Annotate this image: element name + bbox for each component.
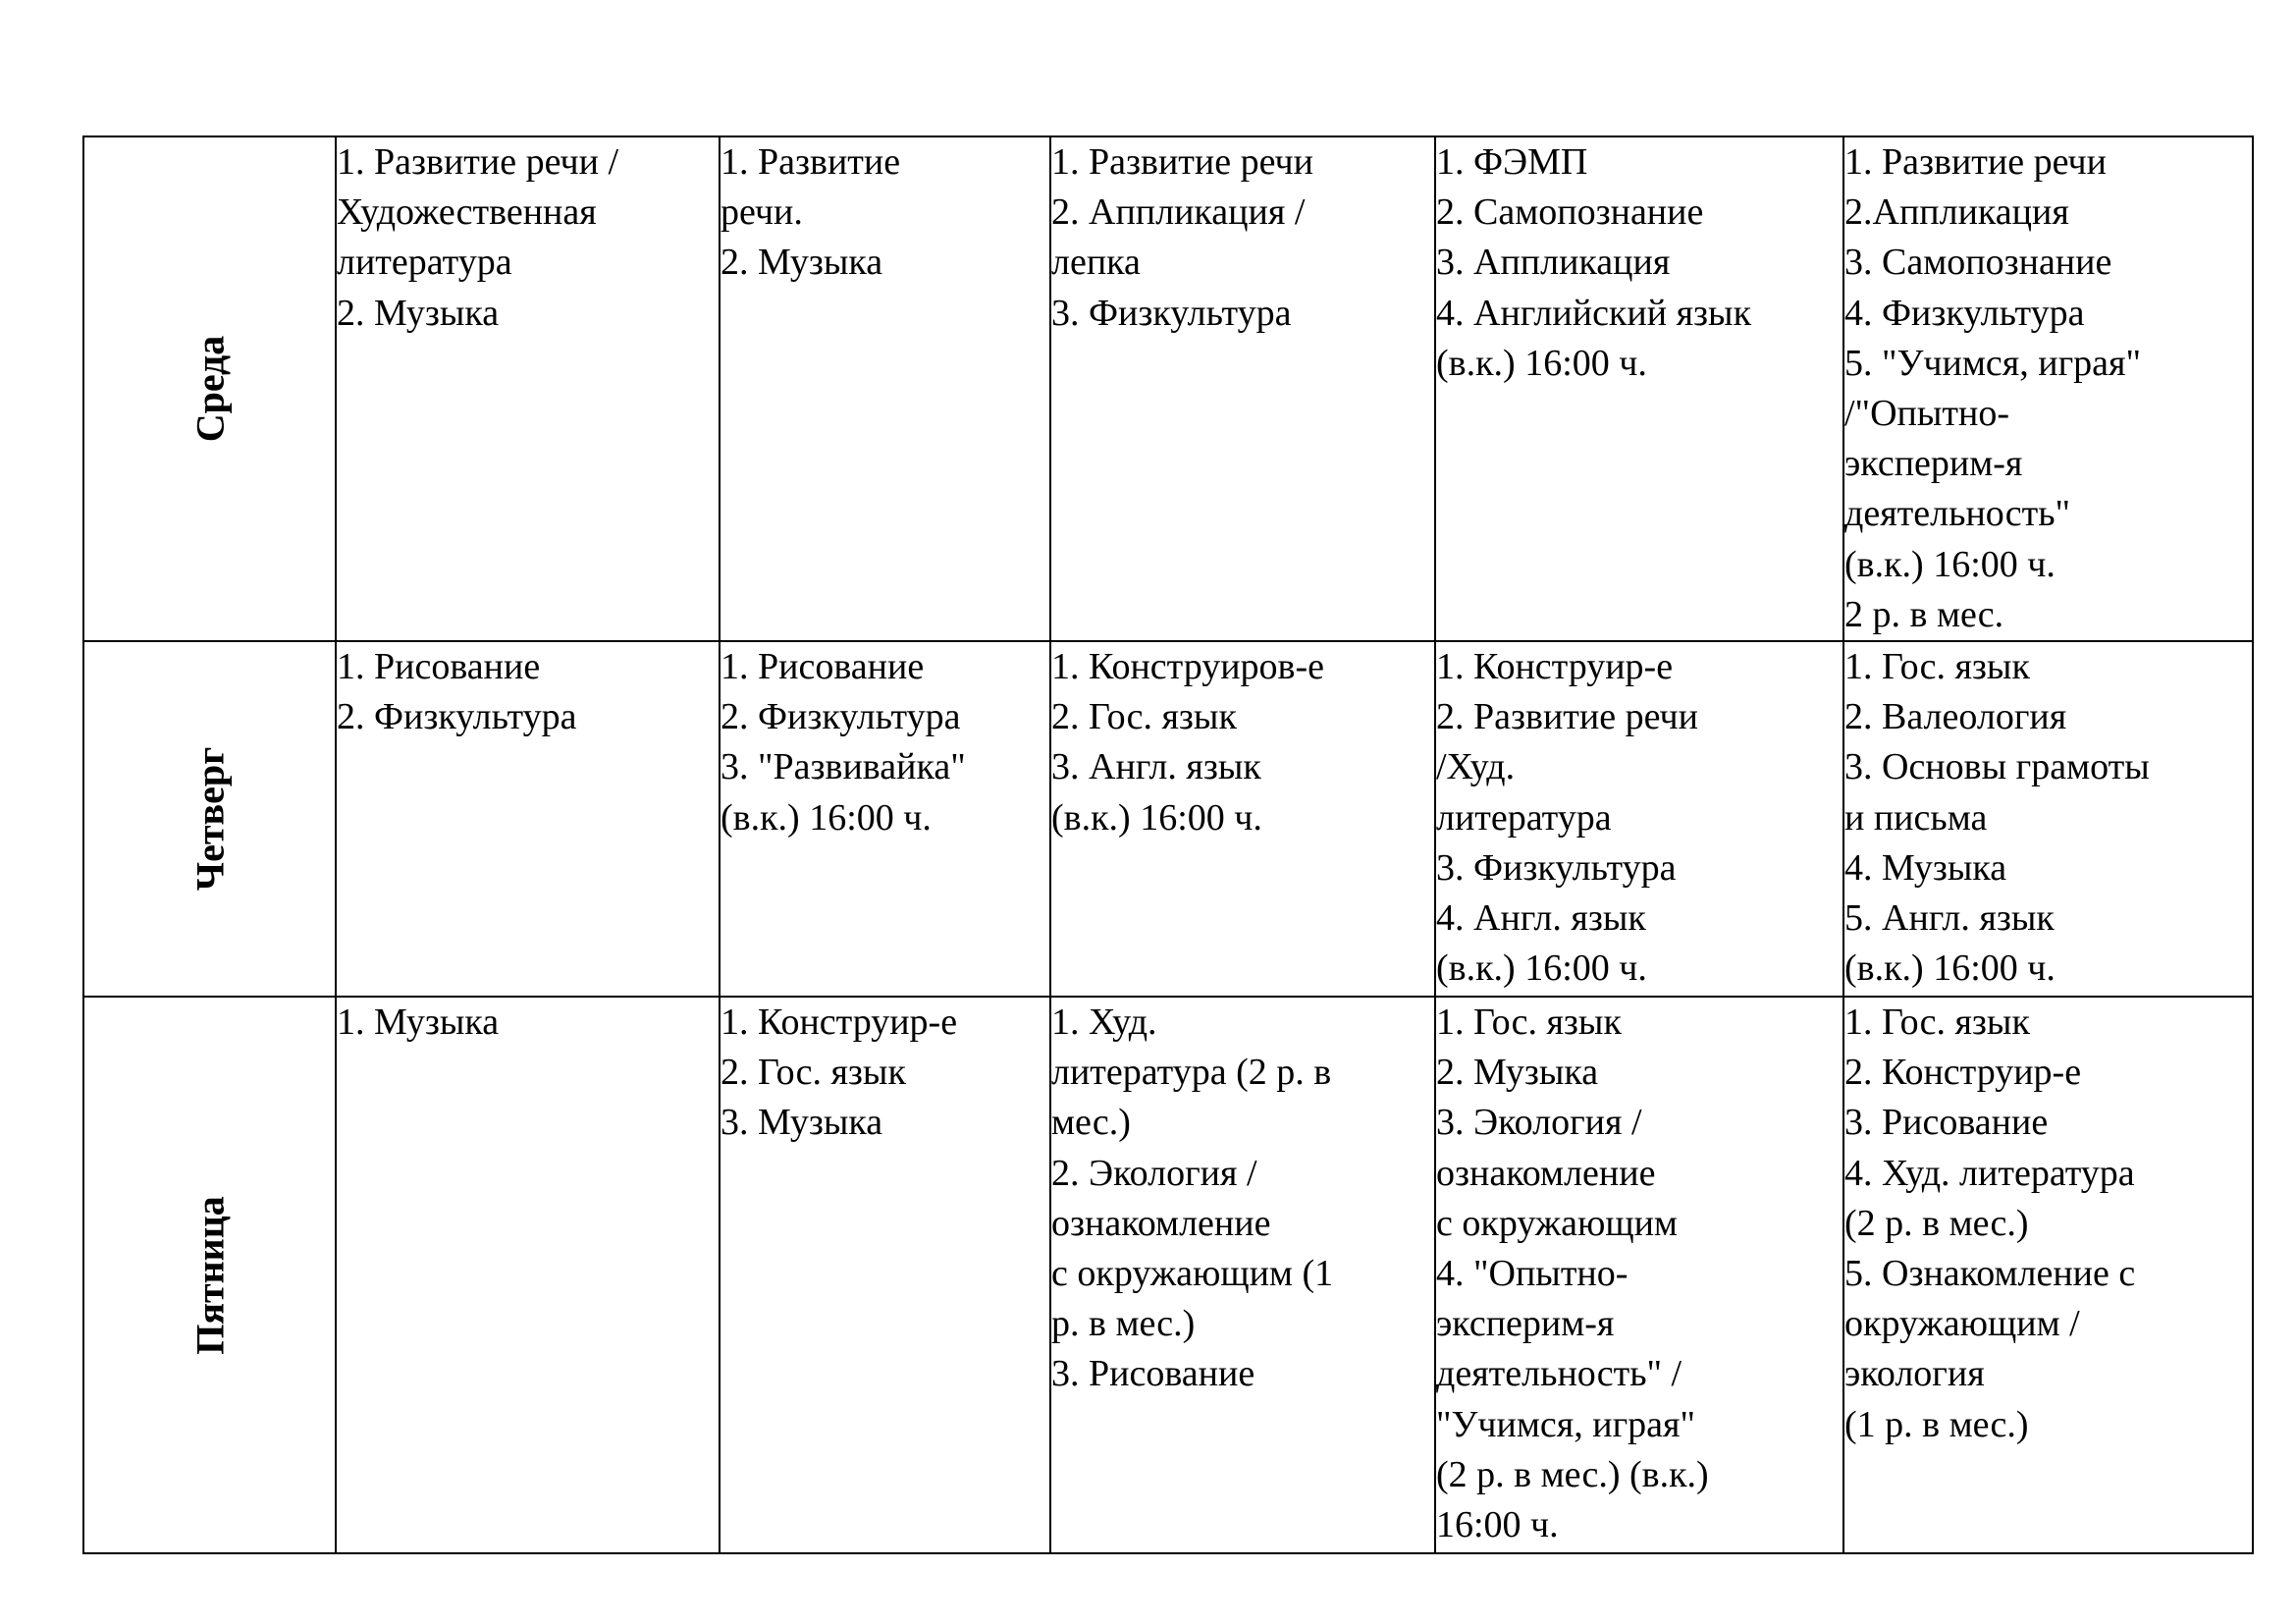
day-cell xyxy=(83,641,336,997)
group-cell xyxy=(720,997,1050,1553)
lesson-line: 1. Гос. язык xyxy=(1844,1001,2030,1044)
group-cell xyxy=(1843,136,2253,641)
schedule-row xyxy=(83,641,2253,997)
lesson-line: 5. Англ. язык xyxy=(1844,897,2055,940)
lesson-line: (2 р. в мес.) xyxy=(1844,1202,2029,1244)
lesson-line: 1. Конструиров-е xyxy=(1051,646,1325,688)
lesson-line: 2. Гос. язык xyxy=(721,1052,906,1094)
day-cell xyxy=(83,997,336,1553)
lesson-line: 4. Англ. язык xyxy=(1436,897,1646,940)
lesson-line: окружающим / xyxy=(1844,1303,2080,1345)
lesson-line: Художественная xyxy=(337,191,597,234)
lesson-line: 1. Музыка xyxy=(337,1001,500,1044)
group-cell xyxy=(1843,641,2253,997)
lesson-line: (в.к.) 16:00 ч. xyxy=(1844,543,2056,585)
lesson-line: /Худ. xyxy=(1436,746,1516,788)
lesson-line: 3. Самопознание xyxy=(1844,242,2112,284)
lesson-line: 4. Физкультура xyxy=(1844,292,2085,334)
lesson-line: 2.Аппликация xyxy=(1844,191,2069,234)
lesson-line: р. в мес.) xyxy=(1051,1303,1196,1345)
lesson-line: речи. xyxy=(721,191,803,234)
lesson-line: 2. Физкультура xyxy=(337,696,577,738)
group-cell xyxy=(336,641,720,997)
lesson-line: 3. Физкультура xyxy=(1436,846,1677,889)
lesson-line: 2. Физкультура xyxy=(721,696,961,738)
group-cell xyxy=(1050,641,1435,997)
lesson-line: 1. Худ. xyxy=(1051,1001,1157,1044)
group-cell xyxy=(720,641,1050,997)
lesson-line: 2. Самопознание xyxy=(1436,191,1704,234)
lesson-line: /"Опытно- xyxy=(1844,393,2009,435)
lesson-line: деятельность" xyxy=(1844,493,2071,535)
group-cell xyxy=(1435,641,1843,997)
schedule-row xyxy=(83,136,2253,641)
lesson-line: лепка xyxy=(1051,242,1141,284)
lesson-line: (в.к.) 16:00 ч. xyxy=(1844,947,2056,990)
lesson-line: 3. Рисование xyxy=(1844,1102,2049,1144)
group-cell xyxy=(1050,136,1435,641)
lesson-line: 5. Ознакомление с xyxy=(1844,1253,2136,1295)
lesson-line: 4. "Опытно- xyxy=(1436,1253,1629,1295)
lesson-line: 1. Конструир-е xyxy=(1436,646,1674,688)
schedule-row xyxy=(83,997,2253,1553)
group-cell xyxy=(1050,997,1435,1553)
lesson-line: с окружающим (1 xyxy=(1051,1253,1334,1295)
lesson-line: 3. Физкультура xyxy=(1051,292,1292,334)
lesson-line: 2. Музыка xyxy=(721,242,883,284)
lesson-line: 4. Английский язык xyxy=(1436,292,1752,334)
lesson-line: 3. "Развивайка" xyxy=(721,746,966,788)
lesson-line: 2. Музыка xyxy=(1436,1052,1599,1094)
lesson-line: 2. Гос. язык xyxy=(1051,696,1237,738)
lesson-line: ознакомление xyxy=(1436,1152,1656,1194)
lesson-line: 1. Гос. язык xyxy=(1436,1001,1622,1044)
lesson-line: с окружающим xyxy=(1436,1202,1678,1244)
lesson-line: литература xyxy=(1436,796,1612,839)
group-cell xyxy=(1435,997,1843,1553)
lesson-line: 2 р. в мес. xyxy=(1844,593,2004,635)
lesson-line: 1. Конструир-е xyxy=(721,1001,958,1044)
lesson-line: ознакомление xyxy=(1051,1202,1271,1244)
lesson-line: литература (2 р. в xyxy=(1051,1052,1332,1094)
lesson-line: 2. Экология / xyxy=(1051,1152,1257,1194)
day-label: Пятница xyxy=(187,1195,232,1355)
lesson-line: мес.) xyxy=(1051,1102,1131,1144)
lesson-line: (1 р. в мес.) xyxy=(1844,1403,2029,1445)
lesson-line: (в.к.) 16:00 ч. xyxy=(721,796,932,839)
lesson-line: 1. Рисование xyxy=(721,646,925,688)
lesson-line: 3. Англ. язык xyxy=(1051,746,1261,788)
lesson-line: 3. Аппликация xyxy=(1436,242,1671,284)
lesson-line: эксперим-я xyxy=(1436,1303,1615,1345)
lesson-line: экология xyxy=(1844,1353,1985,1395)
lesson-line: 2. Валеология xyxy=(1844,696,2067,738)
lesson-line: (в.к.) 16:00 ч. xyxy=(1436,947,1647,990)
lesson-line: 1. Развитие речи xyxy=(1844,141,2107,183)
lesson-line: 5. "Учимся, играя" xyxy=(1844,342,2142,384)
schedule-table xyxy=(82,135,2254,1554)
lesson-line: "Учимся, играя" xyxy=(1436,1403,1696,1445)
lesson-line: 1. Рисование xyxy=(337,646,541,688)
lesson-line: 1. Развитие речи xyxy=(1051,141,1313,183)
lesson-line: 1. ФЭМП xyxy=(1436,141,1588,183)
lesson-line: 3. Музыка xyxy=(721,1102,883,1144)
lesson-line: эксперим-я xyxy=(1844,443,2023,485)
lesson-line: 1. Развитие речи / xyxy=(337,141,619,183)
lesson-line: деятельность" / xyxy=(1436,1353,1682,1395)
lesson-line: 3. Основы грамоты xyxy=(1844,746,2150,788)
lesson-line: литература xyxy=(337,242,512,284)
day-label: Четверг xyxy=(187,746,232,892)
lesson-line: (в.к.) 16:00 ч. xyxy=(1051,796,1262,839)
day-cell xyxy=(83,136,336,641)
lesson-line: 4. Музыка xyxy=(1844,846,2007,889)
group-cell xyxy=(336,136,720,641)
lesson-line: 2. Развитие речи xyxy=(1436,696,1698,738)
group-cell xyxy=(336,997,720,1553)
lesson-line: 2. Музыка xyxy=(337,292,500,334)
lesson-line: и письма xyxy=(1844,796,1988,839)
lesson-line: 2. Конструир-е xyxy=(1844,1052,2082,1094)
lesson-line: 1. Гос. язык xyxy=(1844,646,2030,688)
group-cell xyxy=(1435,136,1843,641)
lesson-line: 16:00 ч. xyxy=(1436,1504,1559,1546)
group-cell xyxy=(720,136,1050,641)
lesson-line: 3. Экология / xyxy=(1436,1102,1642,1144)
lesson-line: (в.к.) 16:00 ч. xyxy=(1436,342,1647,384)
day-label: Среда xyxy=(187,335,232,443)
lesson-line: (2 р. в мес.) (в.к.) xyxy=(1436,1453,1709,1495)
lesson-line: 4. Худ. литература xyxy=(1844,1152,2135,1194)
lesson-line: 3. Рисование xyxy=(1051,1353,1255,1395)
lesson-line: 2. Аппликация / xyxy=(1051,191,1306,234)
lesson-line: 1. Развитие xyxy=(721,141,901,183)
group-cell xyxy=(1843,997,2253,1553)
